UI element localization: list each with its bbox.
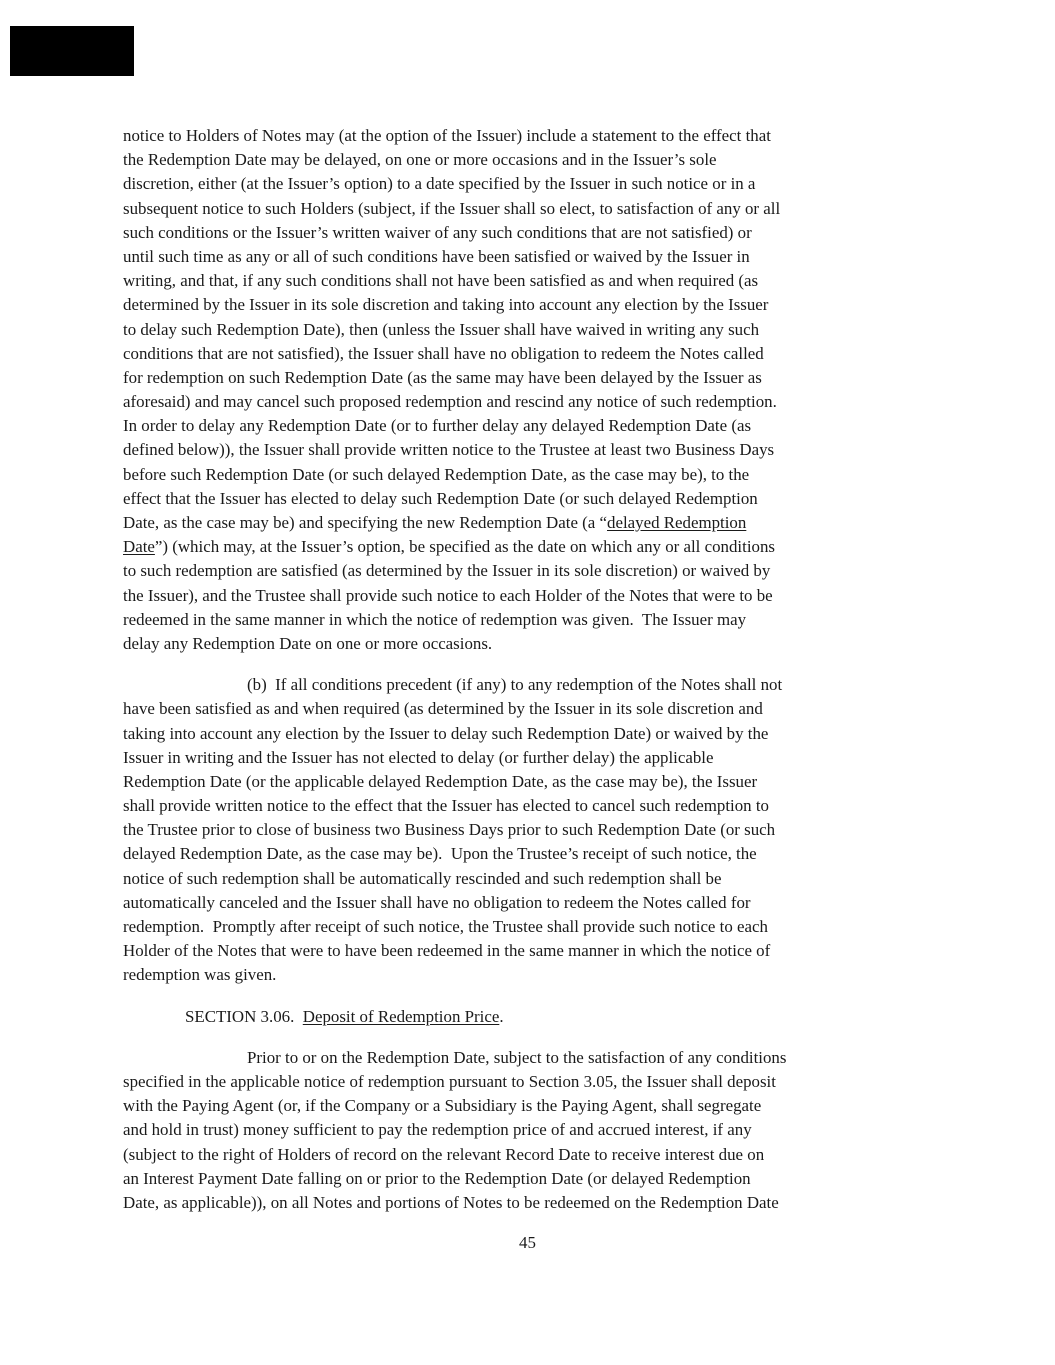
underlined-defined-term: Deposit of Redemption Price bbox=[302, 1006, 500, 1026]
text-segment: ”) (which may, at the Issuer’s option, be specified as the date on which any or all conditions bbox=[154, 537, 775, 557]
scan-artifact-black-box bbox=[10, 26, 134, 76]
text-line: Redemption Date (or the applicable delayed Redemption Date, as the case may be), the Issuer bbox=[123, 771, 758, 791]
underlined-defined-term: Date bbox=[123, 537, 155, 557]
paragraph-deposit-of-redemption-price bbox=[123, 1046, 938, 1215]
text-segment: Date, as the case may be) and specifying the new Redemption Date (a “ bbox=[123, 513, 608, 532]
document-content bbox=[123, 124, 938, 1215]
text-line: Issuer in writing and the Issuer has not elected to delay (or further delay) the applicable bbox=[123, 747, 714, 767]
text-line: Prior to or on the Redemption Date, subject to the satisfaction of any conditions bbox=[247, 1047, 787, 1067]
text-line: determined by the Issuer in its sole discretion and taking into account any election by the Issuer bbox=[123, 295, 769, 315]
text-line: discretion, either (at the Issuer’s option) to a date specified by the Issuer in such notice or in a bbox=[123, 174, 756, 194]
text-line: delayed Redemption Date, as the case may be). Upon the Trustee’s receipt of such notice, the bbox=[123, 844, 757, 864]
text-line: notice to Holders of Notes may (at the option of the Issuer) include a statement to the effect that bbox=[123, 126, 771, 145]
paragraph-redemption-delay bbox=[123, 124, 938, 656]
text-line: taking into account any election by the Issuer to delay such Redemption Date) or waived by the bbox=[123, 723, 769, 743]
text-line: notice of such redemption shall be automatically rescinded and such redemption shall be bbox=[123, 868, 722, 888]
section-heading-3-06 bbox=[123, 1005, 938, 1029]
text-line: redemption was given. bbox=[123, 965, 277, 985]
text-line: with the Paying Agent (or, if the Company or a Subsidiary is the Paying Agent, shall segregate bbox=[123, 1096, 762, 1116]
text-segment: . bbox=[499, 1006, 504, 1026]
text-line: for redemption on such Redemption Date (as the same may have been delayed by the Issuer as bbox=[123, 367, 762, 387]
text-line: the Trustee prior to close of business two Business Days prior to such Redemption Date (or such bbox=[123, 820, 776, 840]
text-line: specified in the applicable notice of redemption pursuant to Section 3.05, the Issuer shall deposit bbox=[123, 1071, 776, 1091]
text-line: have been satisfied as and when required (as determined by the Issuer in its sole discretion and bbox=[123, 699, 763, 719]
text-line: such conditions or the Issuer’s written waiver of any such conditions that are not satisfied) or bbox=[123, 222, 752, 242]
text-line: shall provide written notice to the effect that the Issuer has elected to cancel such redemption to bbox=[123, 796, 769, 816]
text-line: defined below)), the Issuer shall provide written notice to the Trustee at least two Business Days bbox=[123, 440, 775, 460]
text-line: conditions that are not satisfied), the Issuer shall have no obligation to redeem the Notes called bbox=[123, 343, 764, 363]
text-line: automatically canceled and the Issuer shall have no obligation to redeem the Notes called for bbox=[123, 892, 751, 912]
text-line: and hold in trust) money sufficient to pay the redemption price of and accrued interest, if any bbox=[123, 1120, 752, 1140]
text-line: to such redemption are satisfied (as determined by the Issuer in its sole discretion) or waived by bbox=[123, 561, 771, 581]
text-line: Date, as applicable)), on all Notes and portions of Notes to be redeemed on the Redemption Date bbox=[123, 1192, 779, 1212]
paragraph-b-cancellation bbox=[123, 673, 938, 987]
text-line: an Interest Payment Date falling on or prior to the Redemption Date (or delayed Redemption bbox=[123, 1168, 751, 1188]
text-line: (subject to the right of Holders of record on the relevant Record Date to receive interest due on bbox=[123, 1144, 765, 1164]
underlined-defined-term: delayed Redemption bbox=[607, 513, 747, 532]
text-line: aforesaid) and may cancel such proposed redemption and rescind any notice of such redemption. bbox=[123, 392, 777, 412]
text-line: the Issuer), and the Trustee shall provide such notice to each Holder of the Notes that were to be bbox=[123, 585, 773, 605]
text-line: before such Redemption Date (or such delayed Redemption Date, as the case may be), to the bbox=[123, 464, 750, 484]
text-line: effect that the Issuer has elected to delay such Redemption Date (or such delayed Redemption bbox=[123, 488, 758, 508]
text-line bbox=[123, 511, 938, 535]
text-line: delay any Redemption Date on one or more occasions. bbox=[123, 633, 493, 653]
text-line: the Redemption Date may be delayed, on one or more occasions and in the Issuer’s sole bbox=[123, 150, 717, 170]
text-line: In order to delay any Redemption Date (or to further delay any delayed Redemption Date (as bbox=[123, 416, 752, 436]
text-line: until such time as any or all of such conditions have been satisfied or waived by the Issuer in bbox=[123, 246, 750, 266]
text-line: Holder of the Notes that were to have been redeemed in the same manner in which the notice of bbox=[123, 941, 771, 961]
text-segment: SECTION 3.06. bbox=[185, 1006, 303, 1026]
text-line: to delay such Redemption Date), then (unless the Issuer shall have waived in writing any such bbox=[123, 319, 760, 339]
text-line: (b) If all conditions precedent (if any) to any redemption of the Notes shall not bbox=[247, 675, 783, 695]
page-number: 45 bbox=[519, 1233, 536, 1252]
text-line: redeemed in the same manner in which the notice of redemption was given. The Issuer may bbox=[123, 609, 747, 629]
text-line bbox=[123, 535, 938, 559]
text-line: writing, and that, if any such conditions shall not have been satisfied as and when required (as bbox=[123, 271, 759, 291]
text-line: redemption. Promptly after receipt of such notice, the Trustee shall provide such notice to each bbox=[123, 917, 768, 936]
text-line: subsequent notice to such Holders (subject, if the Issuer shall so elect, to satisfaction of any or all bbox=[123, 198, 781, 218]
text-line bbox=[123, 1005, 938, 1029]
